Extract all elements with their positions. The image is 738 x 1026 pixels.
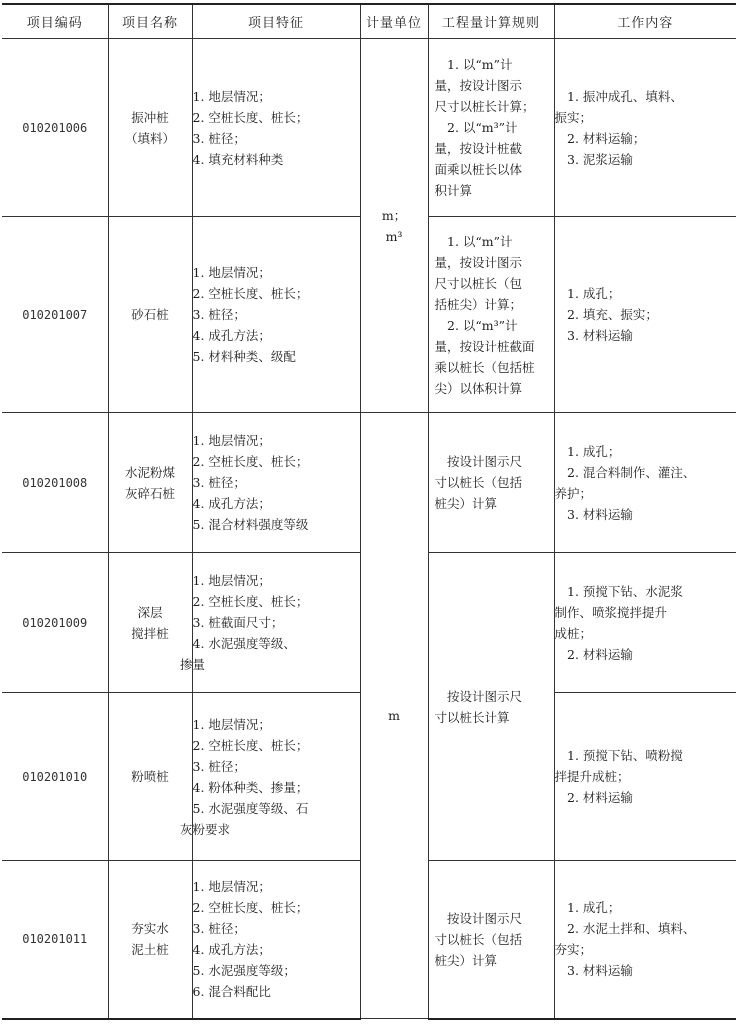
item-rule — [428, 553, 554, 861]
item-name-line: 水泥粉煤 — [124, 464, 175, 480]
item-features — [192, 217, 360, 413]
item-name-line: （填料） — [124, 130, 175, 146]
rule-line: 面乘以桩长以体 — [434, 162, 523, 177]
item-features — [180, 553, 360, 693]
unit-line: m³ — [385, 228, 403, 244]
feature-line: 2. 空桩长度、桩长； — [192, 900, 309, 916]
feature-line: 3. 桩径； — [192, 921, 246, 937]
unit-line: m； — [381, 207, 407, 223]
header-name: 项目名称 — [108, 4, 192, 39]
item-code: 010201010 — [2, 693, 108, 861]
feature-line: 4. 填充材料种类 — [192, 151, 284, 167]
work-line: 制作、喷浆搅拌提升 — [554, 604, 668, 620]
work-line: 3. 材料运输 — [567, 963, 633, 979]
item-name — [108, 861, 192, 1019]
rule-line: 乘以桩长（包括桩 — [434, 359, 535, 375]
feature-line: 2. 空桩长度、桩长； — [192, 286, 309, 301]
rule-line: 2. 以“m³”计 — [447, 120, 518, 135]
item-name-line: 泥土桩 — [131, 942, 169, 958]
header-rule: 工程量计算规则 — [428, 4, 554, 39]
work-line: 1. 预搅下钻、喷粉搅 — [567, 748, 683, 763]
rule-line: 按设计图示尺 — [447, 688, 523, 704]
feature-line: 1. 地层情况； — [192, 573, 271, 588]
rule-line: 尺寸以桩长（包 — [434, 275, 523, 291]
rule-line: 括桩尖）计算； — [434, 296, 523, 312]
feature-line: 4. 成孔方法； — [192, 328, 271, 343]
rule-line: 量，按设计图示 — [434, 78, 523, 93]
work-line: 3. 材料运输 — [567, 328, 633, 343]
feature-line: 3. 桩径； — [192, 475, 246, 490]
work-line: 1. 成孔； — [567, 900, 621, 916]
rule-line: 2. 以“m³”计 — [447, 317, 518, 333]
item-work — [554, 217, 736, 413]
work-line: 3. 材料运输 — [567, 506, 633, 522]
work-line: 拌提升成桩； — [554, 769, 630, 784]
work-line: 1. 预搅下钻、水泥浆 — [567, 583, 683, 599]
feature-line: 4. 水泥强度等级、 — [192, 636, 296, 651]
feature-line: 掺量 — [180, 657, 206, 672]
rule-line: 按设计图示尺 — [447, 910, 523, 926]
item-code: 010201011 — [2, 861, 108, 1019]
rule-line: 寸以桩长（包括 — [434, 475, 523, 490]
rule-line: 1. 以“m”计 — [447, 233, 513, 249]
unit-cell-group1 — [360, 39, 428, 413]
feature-line: 4. 粉体种类、掺量； — [192, 779, 309, 795]
feature-line: 4. 成孔方法； — [192, 942, 271, 958]
header-work: 工作内容 — [554, 4, 736, 39]
item-features — [192, 39, 360, 217]
feature-line: 3. 桩径； — [192, 130, 246, 146]
rule-line: 积计算 — [434, 183, 473, 198]
header-code: 项目编码 — [2, 4, 108, 39]
rule-line: 寸以桩长计算 — [434, 709, 510, 725]
feature-line: 5. 混合材料强度等级 — [192, 517, 309, 532]
rule-line: 量，按设计桩截面 — [434, 338, 535, 354]
item-features — [180, 693, 360, 861]
item-work — [554, 693, 736, 861]
feature-line: 4. 成孔方法； — [192, 496, 271, 511]
work-line: 夯实； — [554, 942, 593, 958]
item-features — [192, 861, 360, 1019]
feature-line: 1. 地层情况； — [192, 879, 271, 895]
work-line: 2. 材料运输 — [567, 790, 633, 805]
feature-line: 3. 桩径； — [192, 758, 246, 774]
feature-line: 2. 空桩长度、桩长； — [192, 594, 309, 609]
unit-cell-group2: m — [360, 413, 428, 1019]
rule-line: 1. 以“m”计 — [447, 57, 513, 72]
item-rule — [428, 413, 554, 553]
item-name — [108, 217, 192, 413]
bill-of-quantities-table — [2, 3, 736, 1020]
rule-line: 寸以桩长（包括 — [434, 931, 523, 947]
rule-line: 量，按设计桩截 — [434, 141, 523, 156]
item-work — [554, 553, 736, 693]
item-code: 010201007 — [2, 217, 108, 413]
work-line: 2. 材料运输 — [567, 646, 633, 662]
feature-line: 灰粉要求 — [180, 821, 231, 837]
rule-line: 尺寸以桩长计算； — [434, 99, 535, 114]
item-work — [554, 861, 736, 1019]
rule-line: 桩尖）计算 — [434, 496, 498, 511]
feature-line: 1. 地层情况； — [192, 88, 271, 104]
item-code: 010201006 — [2, 39, 108, 217]
item-work — [554, 39, 736, 217]
item-name-line: 灰碎石桩 — [124, 485, 175, 501]
feature-line: 3. 桩径； — [192, 307, 246, 322]
item-name-line: 深层 — [137, 604, 163, 620]
item-code: 010201009 — [2, 553, 108, 693]
rule-line: 按设计图示尺 — [447, 454, 523, 469]
rule-line: 量，按设计图示 — [434, 254, 523, 270]
item-rule — [428, 861, 554, 1019]
work-line: 2. 材料运输； — [567, 130, 646, 146]
work-line: 2. 填充、振实； — [567, 307, 658, 322]
item-rule — [428, 39, 554, 217]
item-name — [108, 39, 192, 217]
feature-line: 2. 空桩长度、桩长； — [192, 109, 309, 125]
table-row — [2, 413, 736, 553]
feature-line: 1. 地层情况； — [192, 433, 271, 448]
feature-line: 1. 地层情况； — [192, 265, 271, 280]
feature-line: 2. 空桩长度、桩长； — [192, 737, 309, 753]
work-line: 1. 振冲成孔、填料、 — [567, 88, 683, 104]
item-work — [554, 413, 736, 553]
header-unit: 计量单位 — [360, 4, 428, 39]
feature-line: 5. 水泥强度等级； — [192, 963, 296, 979]
work-line: 1. 成孔； — [567, 443, 621, 459]
item-name-line: 粉喷桩 — [131, 769, 169, 784]
work-line: 2. 水泥土拌和、填料、 — [567, 921, 696, 937]
item-name-line: 搅拌桩 — [131, 625, 169, 641]
item-code: 010201008 — [2, 413, 108, 553]
work-line: 3. 泥浆运输 — [567, 151, 633, 167]
feature-line: 5. 材料种类、级配 — [192, 349, 296, 364]
work-line: 振实； — [554, 109, 593, 125]
item-name-line: 夯实水 — [131, 921, 169, 937]
table-row — [2, 39, 736, 217]
item-name-line: 砂石桩 — [131, 307, 169, 322]
rule-line: 桩尖）计算 — [434, 952, 498, 968]
feature-line: 6. 混合料配比 — [192, 984, 271, 1000]
header-features: 项目特征 — [192, 4, 360, 39]
feature-line: 2. 空桩长度、桩长； — [192, 454, 309, 469]
work-line: 成桩； — [554, 625, 593, 641]
item-name-line: 振冲桩 — [131, 109, 169, 125]
work-line: 养护； — [554, 485, 593, 501]
feature-line: 1. 地层情况； — [192, 716, 271, 732]
item-rule — [428, 217, 554, 413]
feature-line: 5. 水泥强度等级、石 — [192, 800, 309, 816]
rule-line: 尖）以体积计算 — [434, 380, 523, 396]
item-features — [192, 413, 360, 553]
item-name — [108, 413, 192, 553]
work-line: 2. 混合料制作、灌注、 — [567, 464, 696, 480]
work-line: 1. 成孔； — [567, 286, 621, 301]
feature-line: 3. 桩截面尺寸； — [192, 615, 284, 630]
table-header-row — [2, 4, 736, 39]
